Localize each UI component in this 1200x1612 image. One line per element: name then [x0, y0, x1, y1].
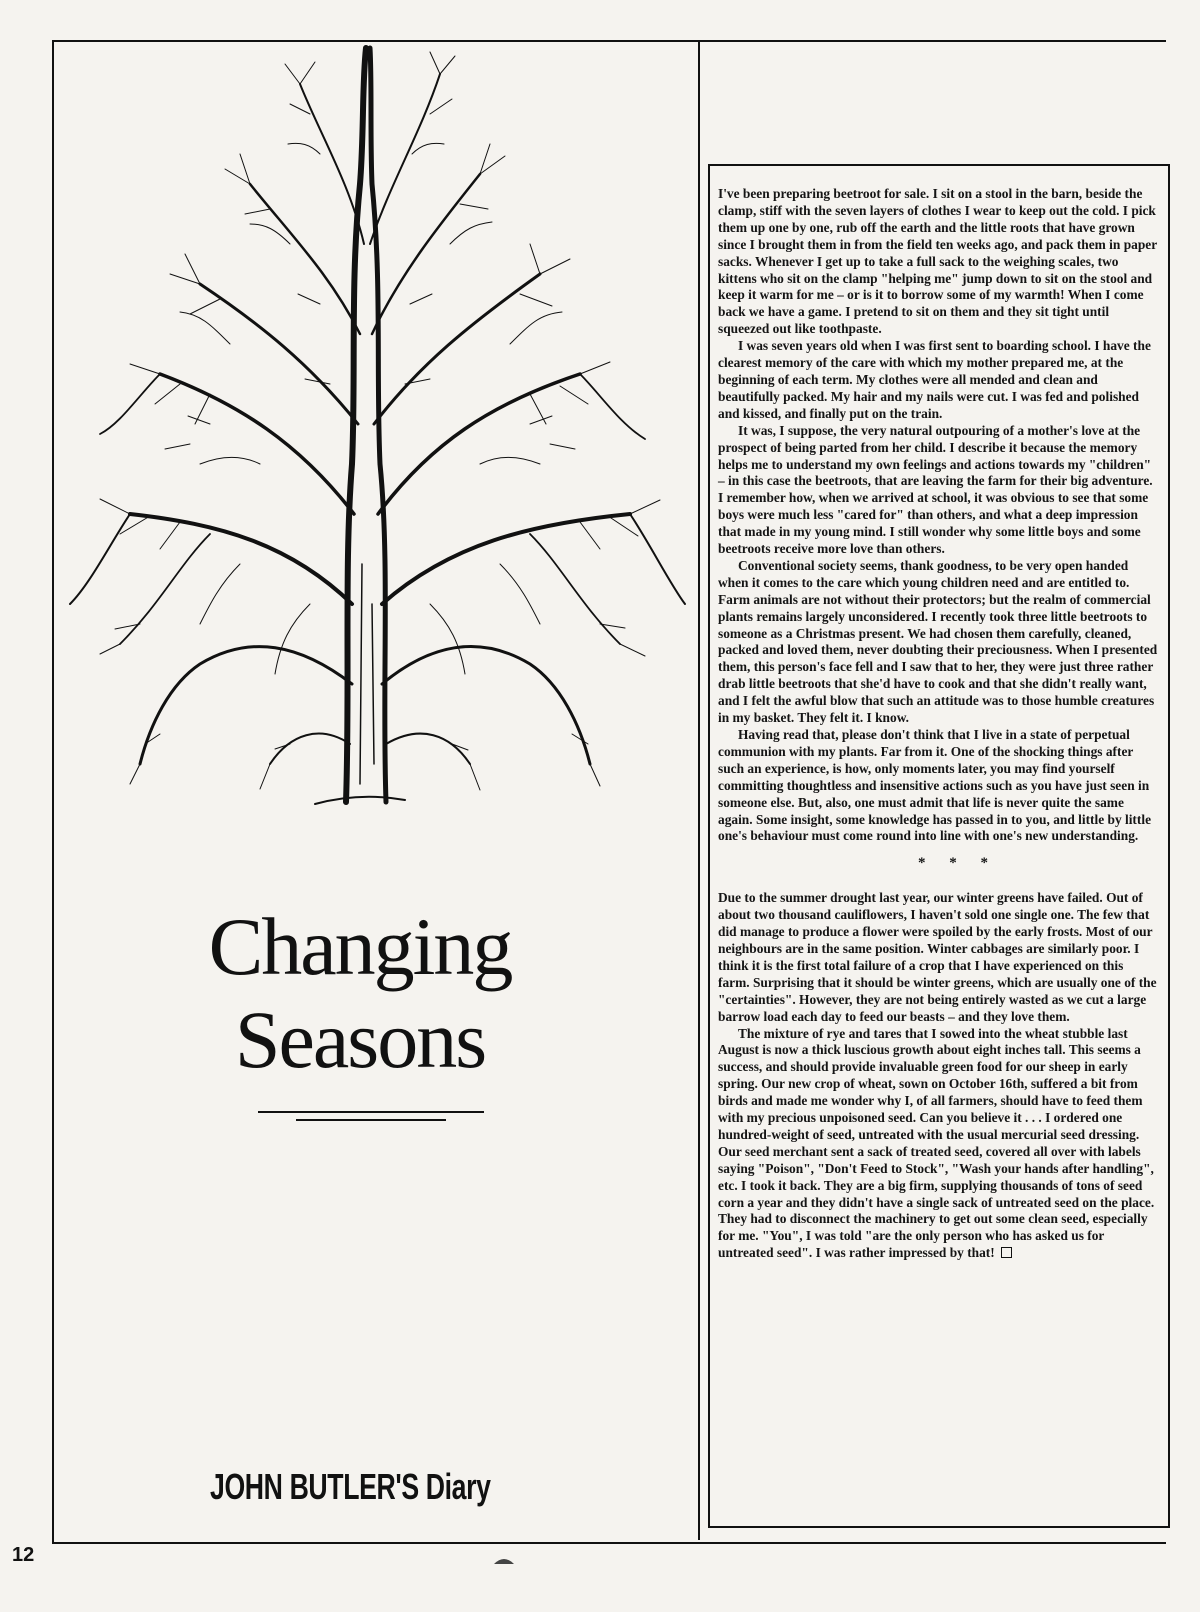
fleuron-icon — [492, 1554, 516, 1566]
article-body — [718, 186, 1158, 1262]
article-paragraph-text: The mixture of rye and tares that I sowed into the wheat stubble last August is now a thick luscious growth about eight inches tall. This seems a success, and should provide invaluable green food for our sheep in early spring. Our new crop of wheat, sown on October 16th, suffered a bit from birds and made me wonder why I, of all farmers, should have to feed them with my precious unpoisoned seed. Can you believe it . . . I ordered one hundred-weight of seed, untreated with the usual mercurial seed dressing. Our seed merchant sent a sack of treated seed, covered all over with labels saying "Poison", "Don't Feed to Stock", "Wash your hands after handling", etc. I took it back. They are a big firm, supplying thousands of tons of seed corn a year and they didn't have a single sack of untreated seed on the place. They had to disconnect the machinery to get out some clean seed, especially for me. "You", I was told "are the only person who has asked us for untreated seed". I was rather impressed by that! — [718, 1025, 1155, 1261]
headline — [150, 900, 570, 1087]
article-paragraph: Conventional society seems, thank goodness, to be very open handed when it comes to the care which young children need and are entitled to. Farm animals are not without their protectors; but the realm of commercial plants remains largely unconsidered. I recently took three little beetroots to someone as a Christmas present. We had chosen them carefully, cleaned, packed and loved them, never doubting their preciousness. When I presented them, this person's face fell and I saw that to her, they were just three rather drab little beetroots that she'd have to cook and that she didn't really want, and I felt the awful blow that such an attitude was to those humble creatures in my basket. They felt it. I know. — [718, 557, 1158, 726]
headline-line-1: Changing — [208, 901, 512, 992]
headline-line-2: Seasons — [234, 994, 486, 1086]
article-paragraph-last — [718, 1026, 1158, 1263]
section-separator: * * * — [918, 855, 998, 872]
article-paragraph: I've been preparing beetroot for sale. I sit on a stool in the barn, beside the clamp, stiff with the seven layers of clothes I wear to keep out the cold. I pick them up one by one, rub off the earth and the little roots that have grown since I brought them in from the field ten weeks ago, and pack them in paper sacks. Whenever I get up to take a full sack to the weighing scales, two kittens who sit on the clamp "helping me" jump down to sit on the stool and keep it warm for me – or is it to borrow some of my warmth! When I come back we have a game. I pretend to sit on them and they sit tight until squeezed out like toothpaste. — [718, 186, 1157, 337]
tree-illustration — [60, 44, 690, 824]
page-number: 12 — [12, 1544, 35, 1566]
article-paragraph: It was, I suppose, the very natural outpouring of a mother's love at the prospect of being parted from her child. I describe it because the memory helps me to understand my own feelings and actions towards my "children" – in this case the beetroots, that are leaving the farm for their big adventure. I remember how, when we arrived at school, it was obvious to see that some boys were much less "cared for" than others, and what a deep impression that made in my young mind. I still wonder why some little boys and some beetroots receive more love than others. — [718, 422, 1153, 557]
column-divider — [698, 40, 700, 1540]
article-paragraph: I was seven years old when I was first sent to boarding school. I have the clearest memory of the care with which my mother prepared me, at the beginning of each term. My clothes were all mended and clean and beautifully packed. My hair and my nails were cut. I was fed and polished and kissed, and finally put on the train. — [718, 338, 1151, 421]
headline-rule-bottom — [296, 1119, 446, 1121]
article-paragraph: Due to the summer drought last year, our winter greens have failed. Out of about two thousand cauliflowers, I haven't sold one single one. The few that did manage to produce a flower were spoiled by the early frosts. Most of our neighbours are in the same position. Winter cabbages are similarly poor. I think it is the first total failure of a crop that I have experienced on this farm. Surprising that it should be winter greens, which are usually one of the "certainties". However, they are not being entirely wasted as we cut a large barrow load each day to feed our beasts – and they love them. — [718, 890, 1157, 1024]
headline-rule-top — [258, 1111, 484, 1113]
end-mark-icon — [1001, 1247, 1012, 1258]
article-paragraph: Having read that, please don't think that I live in a state of perpetual communion with my plants. Far from it. One of the shocking things after such an experience, is how, only moments later, you may find yourself committing thoughtless and insensitive actions such as you have just seen in someone else. But, also, one must admit that life is never quite the same again. Some insight, some knowledge has passed in to you, and little by little one's behaviour must come round into line with one's new understanding. — [718, 727, 1152, 844]
byline: JOHN BUTLER'S Diary — [210, 1466, 491, 1507]
